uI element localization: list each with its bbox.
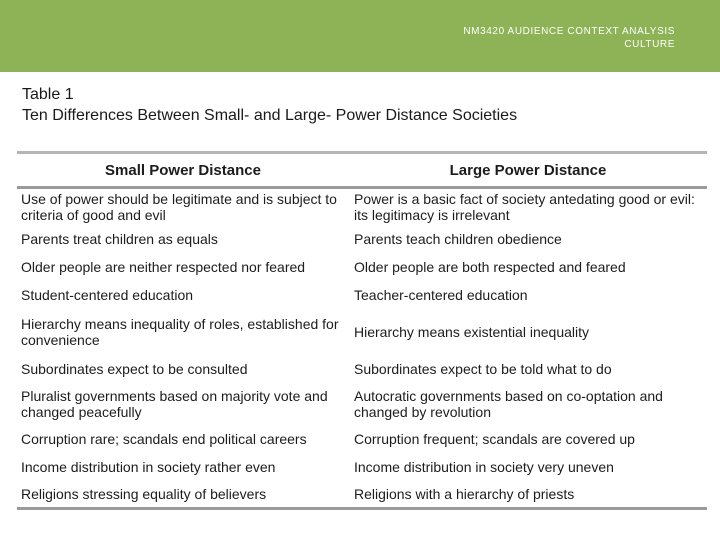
table-row <box>17 480 707 508</box>
table-cell-large: Subordinates expect to be told what to do <box>354 360 612 377</box>
table-row <box>17 308 707 354</box>
table-cell-small: Parents treat children as equals <box>21 230 218 247</box>
table-cell-large: Corruption frequent; scandals are covered up <box>354 430 635 447</box>
table-label: Table 1 <box>22 86 74 103</box>
table-row <box>17 452 707 480</box>
table-row <box>17 424 707 452</box>
header-title-line2: CULTURE <box>624 39 675 50</box>
table-cell-small: Student-centered education <box>21 286 194 303</box>
table-cell-small: Corruption rare; scandals end political careers <box>21 430 307 447</box>
header-title-line1: NM3420 AUDIENCE CONTEXT ANALYSIS <box>463 26 675 37</box>
table-cell-large: Older people are both respected and feared <box>354 258 626 275</box>
table-title: Ten Differences Between Small- and Large- Power Distance Societies <box>22 107 518 124</box>
comparison-table-container <box>17 151 707 510</box>
table-row <box>17 280 707 308</box>
table-row <box>17 224 707 252</box>
table-header-row <box>17 153 707 188</box>
table-cell-small: Use of power should be legitimate and is subject to criteria of good and evil <box>21 191 337 223</box>
table-cell-large: Power is a basic fact of society antedating good or evil: its legitimacy is irrelevant <box>354 191 695 223</box>
table-cell-small: Religions stressing equality of believers <box>17 480 349 508</box>
table-cell-large: Teacher-centered education <box>354 286 528 303</box>
column-header-large-power-distance: Large Power Distance <box>349 153 707 188</box>
table-row <box>17 252 707 280</box>
table-cell-small: Subordinates expect to be consulted <box>21 360 248 377</box>
table-heading <box>22 84 517 126</box>
table-cell-large: Autocratic governments based on co-optation and changed by revolution <box>354 387 663 420</box>
table-cell-small: Pluralist governments based on majority vote and changed peacefully <box>21 387 328 420</box>
table-cell-large: Parents teach children obedience <box>354 230 562 247</box>
table-cell-large: Religions with a hierarchy of priests <box>349 480 707 508</box>
column-header-small-power-distance: Small Power Distance <box>17 153 349 188</box>
header-banner <box>0 0 720 72</box>
table-row <box>17 382 707 424</box>
table-cell-small: Older people are neither respected nor feared <box>21 258 306 275</box>
table-cell-large: Income distribution in society very uneven <box>354 458 614 475</box>
comparison-table <box>17 151 707 510</box>
table-row <box>17 188 707 225</box>
table-cell-large: Hierarchy means existential inequality <box>354 323 589 340</box>
table-cell-small: Income distribution in society rather even <box>21 458 276 475</box>
table-cell-small: Hierarchy means inequality of roles, established for convenience <box>21 315 339 348</box>
table-row <box>17 354 707 382</box>
header-title <box>463 25 675 51</box>
